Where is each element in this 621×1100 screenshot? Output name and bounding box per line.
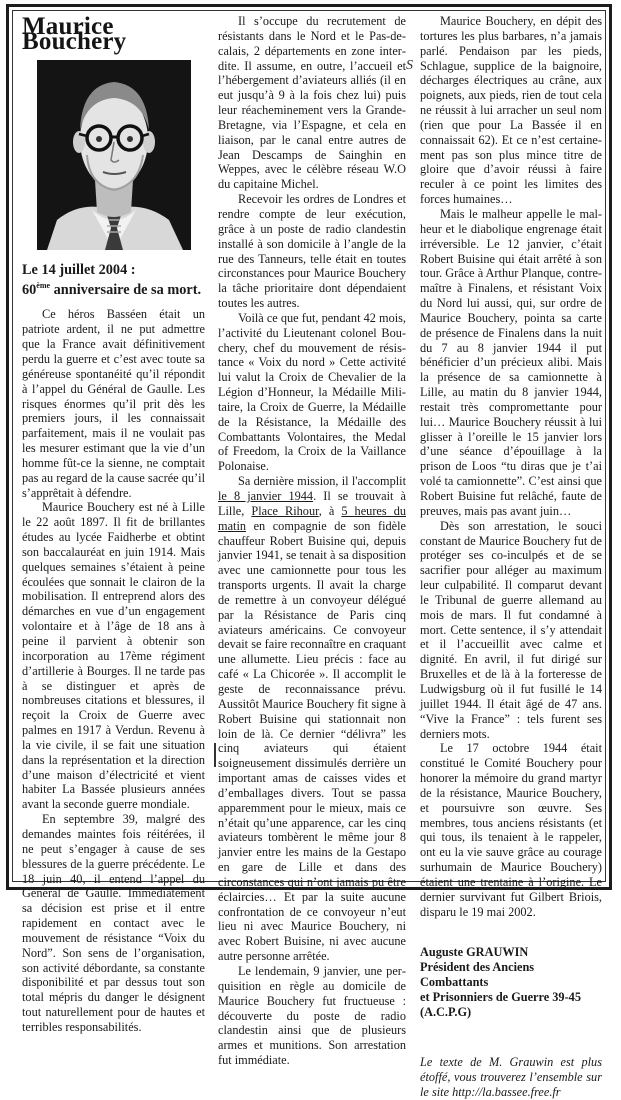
- caption-text: anniversaire de sa mort.: [50, 281, 202, 298]
- margin-tick-mark: [214, 743, 216, 767]
- column-1: [22, 13, 205, 1035]
- paragraph: Le lendemain, 9 janvier, une perquisition en règle au domicile de Maurice Bouchery fut fructueuse : découverte du poste de radio clandestin ainsi que de plusieurs armes et munitions. Son arrestation fut immédiate.: [218, 964, 406, 1068]
- portrait-photo: [37, 60, 191, 250]
- paragraph: Le 17 octobre 1944 était constitué le Comité Bouchery pour honorer la mémoire du grand martyr de la résistance, Maurice Bouchery, et poursuivre son œuvre. Ses membres, tous anciens résistants (et qui tous, ils tenaient à le rappeler, ont eu la vie sauve grâce au courage surhumain de Maurice Bouchery) étaient une trentaine à l’origine. Le dernier survivant fut Gilbert Briois, disparu le 19 mai 2002.: [420, 741, 602, 919]
- paragraph-last-mission: [218, 474, 406, 964]
- signature-role-1: Président des Anciens Combattants: [420, 960, 535, 990]
- photo-caption: [22, 262, 205, 298]
- caption-number: 60: [22, 281, 37, 298]
- underlined-time: 5 heures du matin: [218, 503, 407, 533]
- caption-date: Le 14 juillet 2004 :: [22, 261, 136, 278]
- underlined-place: Place Rihour: [251, 503, 319, 518]
- text-span: , à: [318, 503, 342, 518]
- paragraph: Recevoir les ordres de Londres et rendre compte de leur exécution, grâce à un poste de radio clandestin installé à son domicile à l’angle de la rue des Tanneurs, telle était en toutes circonstances pour Maurice Bouchery la tâche prioritaire dont dépendaient toutes les autres.: [218, 192, 406, 311]
- column-2: [218, 14, 406, 1068]
- column-3: [420, 14, 602, 1100]
- caption-anniversary: [22, 278, 205, 298]
- text-span: en compagnie de son fidèle chauffeur Robert Buisine qui, depuis janvier 1941, se tenait à sa disposition avec une camionnette pour tous les transports urgents. Il avait la charge de remettre à un convoyeur délégué par la Résistance de Paris cinq aviateurs américains. Ce convoyeur devait se faire reconnaître en craquant une allumette. Lieu précis : face au café « La Chicorée ». Il accomplit le geste de reconnaissance prévu. Aussitôt Maurice Bouchery fit signe à Robert Buisine qui stationnait non loin de là. Ce dernier “délivra” les cinq aviateurs qui étaient soigneusement dissimulés derrière un important amas de caisses vides et d’emballages divers. Tout se passa apparemment pour le mieux, mais ce n’était qu’une apparence, car les cinq aviateurs tombèrent le même jour 8 janvier entre les mains de la Gestapo en gare de Lille et dans des circonstances qui n’ont jamais pu être éclaircies… Et par la suite aucune confrontation de ce convoyeur n’eut lieu ni avec Maurice Bouchery, ni avec Robert Buisine, ni avec aucune autre personne arrêtée.: [218, 518, 406, 964]
- portrait-image-icon: [37, 60, 191, 250]
- paragraph: Voilà ce que fut, pendant 42 mois, l’activité du Lieutenant colonel Bouchery, chef du mouvement de résistance « Voix du nord » Cette activité lui valut la Croix de Chevalier de la Légion d’Honneur, la Médaille Militaire, la Croix de Guerre, la Médaille de la Résistance, la Médaille des Combattants Volontaires, the Medal of Freedom, la Croix de la Vaillance Polonaise.: [218, 310, 406, 474]
- underlined-date: le 8 janvier 1944: [218, 489, 314, 503]
- margin-annotation: S: [406, 58, 413, 73]
- signature-block: [420, 945, 602, 1019]
- caption-sup: ème: [36, 280, 51, 290]
- paragraph: Il s’occupe du recrutement de résistants dans le Nord et le Pas-decalais, 2 départements en zone interdite. Il assume, en outre, l’accueil et l’hébergement d’aviateurs alliés (il en eut jusqu’à 9 à la fois chez lui) puis leur réacheminement vers la Grande-Bretagne, via l’Espagne, et cela en liaison, par le canal entre autres de Jean Descamps de Sainghin en Weppes, avec le célèbre réseau W.O du capitaine Michel.: [218, 14, 406, 192]
- signature-role-2: et Prisonniers de Guerre 39-45 (A.C.P.G): [420, 989, 581, 1019]
- paragraph: Mais le malheur appelle le malheur et le diabolique engrenage était irréversible. Le 12 janvier, c’était Robert Buisine qui était arrêté à son tour. Grâce à Arthur Planque, contremaître à Finalens, et résistant Voix du Nord lui aussi, qui, sur ordre de Maurice Bouchery, pointa sa carte de présence de Finalens dans la nuit du 7 au 8 janvier 1944 il put bénéficier d’un précieux alibi. Mais la présence de sa camionnette à Lille, au matin du 8 janvier 1944, restait très compromettante pour lui… Maurice Bouchery réussit à lui glisser à l’oreille le 15 janvier lors d’une séance d’épouillage à la prison de Loos “tu diras que je t’ai volé ta camionnette”. C’est ainsi que Robert Buisine fut relâché, faute de preuves, mais pas avant juin…: [420, 206, 603, 518]
- paragraph: Maurice Bouchery est né à Lille le 22 août 1897. Il fit de brillantes études au lycée Faidherbe et obtint son baccalauréat en juin 1914. Mais quelques semaines s’étaient à peine écoulées que sonnait le clairon de la mobilisation. Il entreprend alors des démarches en vue d’un engagement volontaire et à l’âge de 18 ans à peine il parvient à obtenir son incorporation au 17ème régiment d’artillerie à Bourges. Il ne tarde pas à se distinguer et après de nombreuses citations et blessures, il reçoit la Croix de Guerre avec palmes en 1917 à Verdun. Revenu à la vie civile, il se fait une situation dans la représentation et la direction d’une maison d’électricité et vient habiter La Bassée plusieurs années avant la seconde guerre mondiale.: [22, 500, 205, 812]
- text-span: . Il se trouvait à Lille,: [218, 489, 406, 518]
- article-title: Maurice Bouchery: [22, 13, 127, 55]
- footnote: Le texte de M. Grauwin est plus étoffé, vous trouverez l’ensemble sur le site http://la.bassee.free.fr: [420, 1055, 602, 1100]
- paragraph: Ce héros Basséen était un patriote ardent, il ne put admettre que la France avait définitivement perdu la guerre et c’est avec toute sa généreuse spontanéité qu’il répondit à l’appel du Général de Gaulle. Les risques énormes qu’il prit dès les premiers jours, il les connaissait parfaitement, mais il ne voulait pas les mesurer estimant que la vie d’un homme fût-ce la sienne, ne comptait pas au regard de la cause sacrée qu’il s’apprêtait à défendre.: [22, 307, 205, 500]
- paragraph: Dès son arrestation, le souci constant de Maurice Bouchery fut de protéger ses co-inculpés et de se sacrifier pour alléger au maximum leur culpabilité. Il comparut devant le Tribunal de guerre allemand au mois de mars. Il fut condamné à mort. Cette sentence, il s’y attendait et il l’accueillit avec calme et dignité. En avril, il fut dirigé sur Bruxelles et de là à la forteresse de Ludwigsburg où il fut fusillé le 14 juillet 1944. Il était âgé de 47 ans. “Vive la France” : tels furent ses derniers mots.: [420, 518, 602, 741]
- paragraph: Maurice Bouchery, en dépit des tortures les plus barbares, n’a jamais parlé. Pendaison par les pieds, Schlague, supplice de la baignoire, décharges électriques au crâne, aux poignets, aux pieds, rien de tout cela ne réussit à lui arracher un seul nom (rien que pour La Bassée il en connaissait 62). Et ce n’est certainement pas son plus mince titre de gloire que d’avoir réussi à faire reculer à ce point les limites des forces humaines…: [420, 14, 602, 207]
- paragraph: En septembre 39, malgré des demandes maintes fois réitérées, il ne peut s’engager à cause de ses blessures de la guerre précédente. Le 18 juin 40, il entend l’appel du Général de Gaulle. Immédiatement sa décision est prise et il entre rapidement en contact avec le mouvement de résistance “Voix du Nord”. Son sens de l’organisation, son activité débordante, sa constante disponibilité et par dessus tout son total mépris du danger le désignent tout naturellement pour de hautes et terribles responsabilités.: [22, 812, 205, 1034]
- text-span: Sa dernière mission, il l'accomplit: [238, 474, 406, 489]
- signature-name: Auguste GRAUWIN: [420, 945, 529, 960]
